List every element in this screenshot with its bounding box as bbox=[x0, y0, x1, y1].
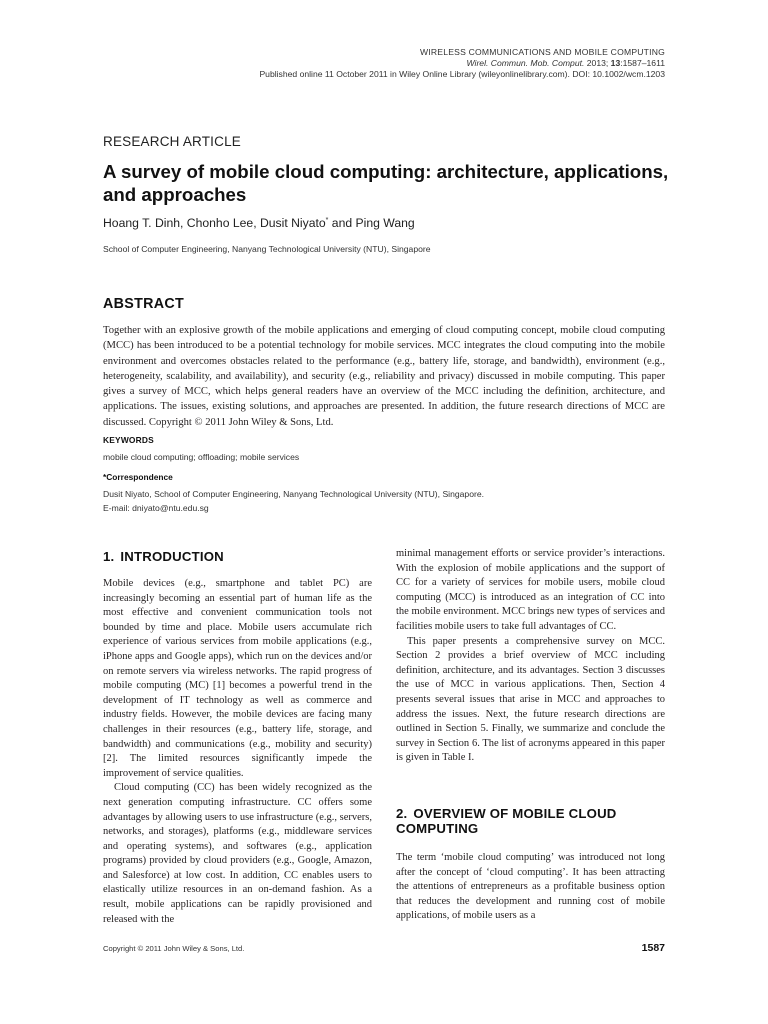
author-list bbox=[103, 216, 415, 230]
page-number: 1587 bbox=[641, 942, 665, 954]
intro-paragraph-3: minimal management efforts or service provider’s interactions. With the explosion of mobile applications and the support of CC for a variety of services for mobile users, mobile cloud computing (MCC) is introduced as an integration of CC into the mobile environment. MCC brings new types of services and facilities mobile users to take full advantages of CC. bbox=[396, 548, 665, 632]
right-column-text bbox=[396, 547, 665, 766]
section-1-number: 1. bbox=[103, 549, 115, 564]
abstract-heading: ABSTRACT bbox=[103, 296, 185, 312]
section-1-title: INTRODUCTION bbox=[120, 549, 224, 564]
correspondence-email: E-mail: dniyato@ntu.edu.sg bbox=[103, 503, 209, 513]
citation-volume: 13 bbox=[610, 58, 621, 68]
publication-info: Published online 11 October 2011 in Wiley Online Library (wileyonlinelibrary.com). DOI: 10.1002/wcm.1203 bbox=[259, 69, 665, 79]
article-type: RESEARCH ARTICLE bbox=[103, 134, 241, 149]
citation bbox=[259, 58, 665, 69]
abstract-body: Together with an explosive growth of the mobile applications and emerging of cloud computing concept, mobile cloud computing (MCC) has been introduced to be a potential technology for mobile services. MCC integrates the cloud computing into the mobile environment and overcomes obstacles related to the performance (e.g., battery life, storage, and bandwidth), environment (e.g., heterogeneity, scalability, and availability), and security (e.g., reliability and privacy) discussed in mobile computing. This paper gives a survey of MCC, which helps general readers have an overview of the MCC including the definition, architecture, and applications. The issues, existing solutions, and approaches are presented. In addition, the future research directions of MCC are discussed. Copyright © 2011 John Wiley & Sons, Ltd. bbox=[103, 325, 665, 428]
intro-paragraph-2: Cloud computing (CC) has been widely recognized as the next generation computing infrastructure. CC offers some advantages by allowing users to use infrastructure (e.g., servers, networks, and storages), platforms (e.g., middleware services and operating systems), and softwares (e.g., application programs) provided by cloud providers (e.g., Google, Amazon, and Salesforce) at low cost. In addition, CC enables users to elastically utilize resources in an on-demand fashion. As a result, mobile applications can be rapidly provisioned and released with the bbox=[103, 782, 372, 925]
keywords-heading: KEYWORDS bbox=[103, 435, 154, 445]
section-2-title-line-2: COMPUTING bbox=[396, 821, 479, 836]
intro-paragraph-4: This paper presents a comprehensive survey on MCC. Section 2 provides a brief overview of MCC including definition, architecture, and its advantages. Section 3 discusses the use of MCC in various applications. Then, Section 4 presents several issues that arise in MCC and approaches to address the issues. Next, the future research directions are outlined in Section 5. Finally, we summarize and conclude the survey in Section 6. The list of acronyms appeared in this paper is given in Table I. bbox=[396, 635, 665, 764]
citation-pages: :1587–1611 bbox=[620, 58, 665, 68]
affiliation: School of Computer Engineering, Nanyang Technological University (NTU), Singapore bbox=[103, 244, 431, 254]
correspondence-address: Dusit Niyato, School of Computer Engineering, Nanyang Technological University (NTU), Singapore. bbox=[103, 489, 485, 499]
left-column-text bbox=[103, 577, 372, 927]
section-1-heading bbox=[103, 549, 224, 564]
citation-journal-abbrev: Wirel. Commun. Mob. Comput. bbox=[466, 58, 585, 68]
keywords-list: mobile cloud computing; offloading; mobile services bbox=[103, 452, 300, 462]
authors-main: Hoang T. Dinh, Chonho Lee, Dusit Niyato bbox=[103, 216, 326, 230]
paper-title: A survey of mobile cloud computing: architecture, applications, and approaches bbox=[103, 161, 669, 205]
correspondence-heading: *Correspondence bbox=[103, 472, 173, 482]
section-2-number: 2. bbox=[396, 806, 408, 821]
footer-copyright: Copyright © 2011 John Wiley & Sons, Ltd. bbox=[103, 944, 245, 953]
corresponding-mark: * bbox=[325, 216, 329, 224]
section-2-heading bbox=[396, 806, 676, 836]
intro-paragraph-1: Mobile devices (e.g., smartphone and tablet PC) are increasingly becoming an essential part of human life as the most effective and convenient communication tools not bounded by time and place. Mobile users accumulate rich experience of various services from mobile applications (e.g., iPhone apps and Google apps), which run on the devices and/or on remote servers via wireless networks. The rapid progress of mobile computing (MC) [1] becomes a powerful trend in the development of IT technology as well as commerce and industry fields. However, the mobile devices are facing many challenges in their resources (e.g., battery life, storage, and bandwidth) and communications (e.g., mobility and security) [2]. The limited resources significantly impede the improvement of service qualities. bbox=[103, 578, 372, 779]
section-2-text bbox=[396, 851, 665, 924]
running-header bbox=[259, 47, 665, 80]
overview-paragraph-1: The term ‘mobile cloud computing’ was introduced not long after the concept of ‘cloud computing’. It has been attracting the attentions of entrepreneurs as a profitable business option that reduces the development and running cost of mobile applications, of mobile users as a bbox=[396, 852, 665, 922]
citation-year: 2013; bbox=[584, 58, 611, 68]
section-2-title-line-1: OVERVIEW OF MOBILE CLOUD bbox=[413, 806, 617, 821]
journal-name: WIRELESS COMMUNICATIONS AND MOBILE COMPUTING bbox=[420, 47, 665, 57]
authors-last: and Ping Wang bbox=[328, 216, 415, 230]
